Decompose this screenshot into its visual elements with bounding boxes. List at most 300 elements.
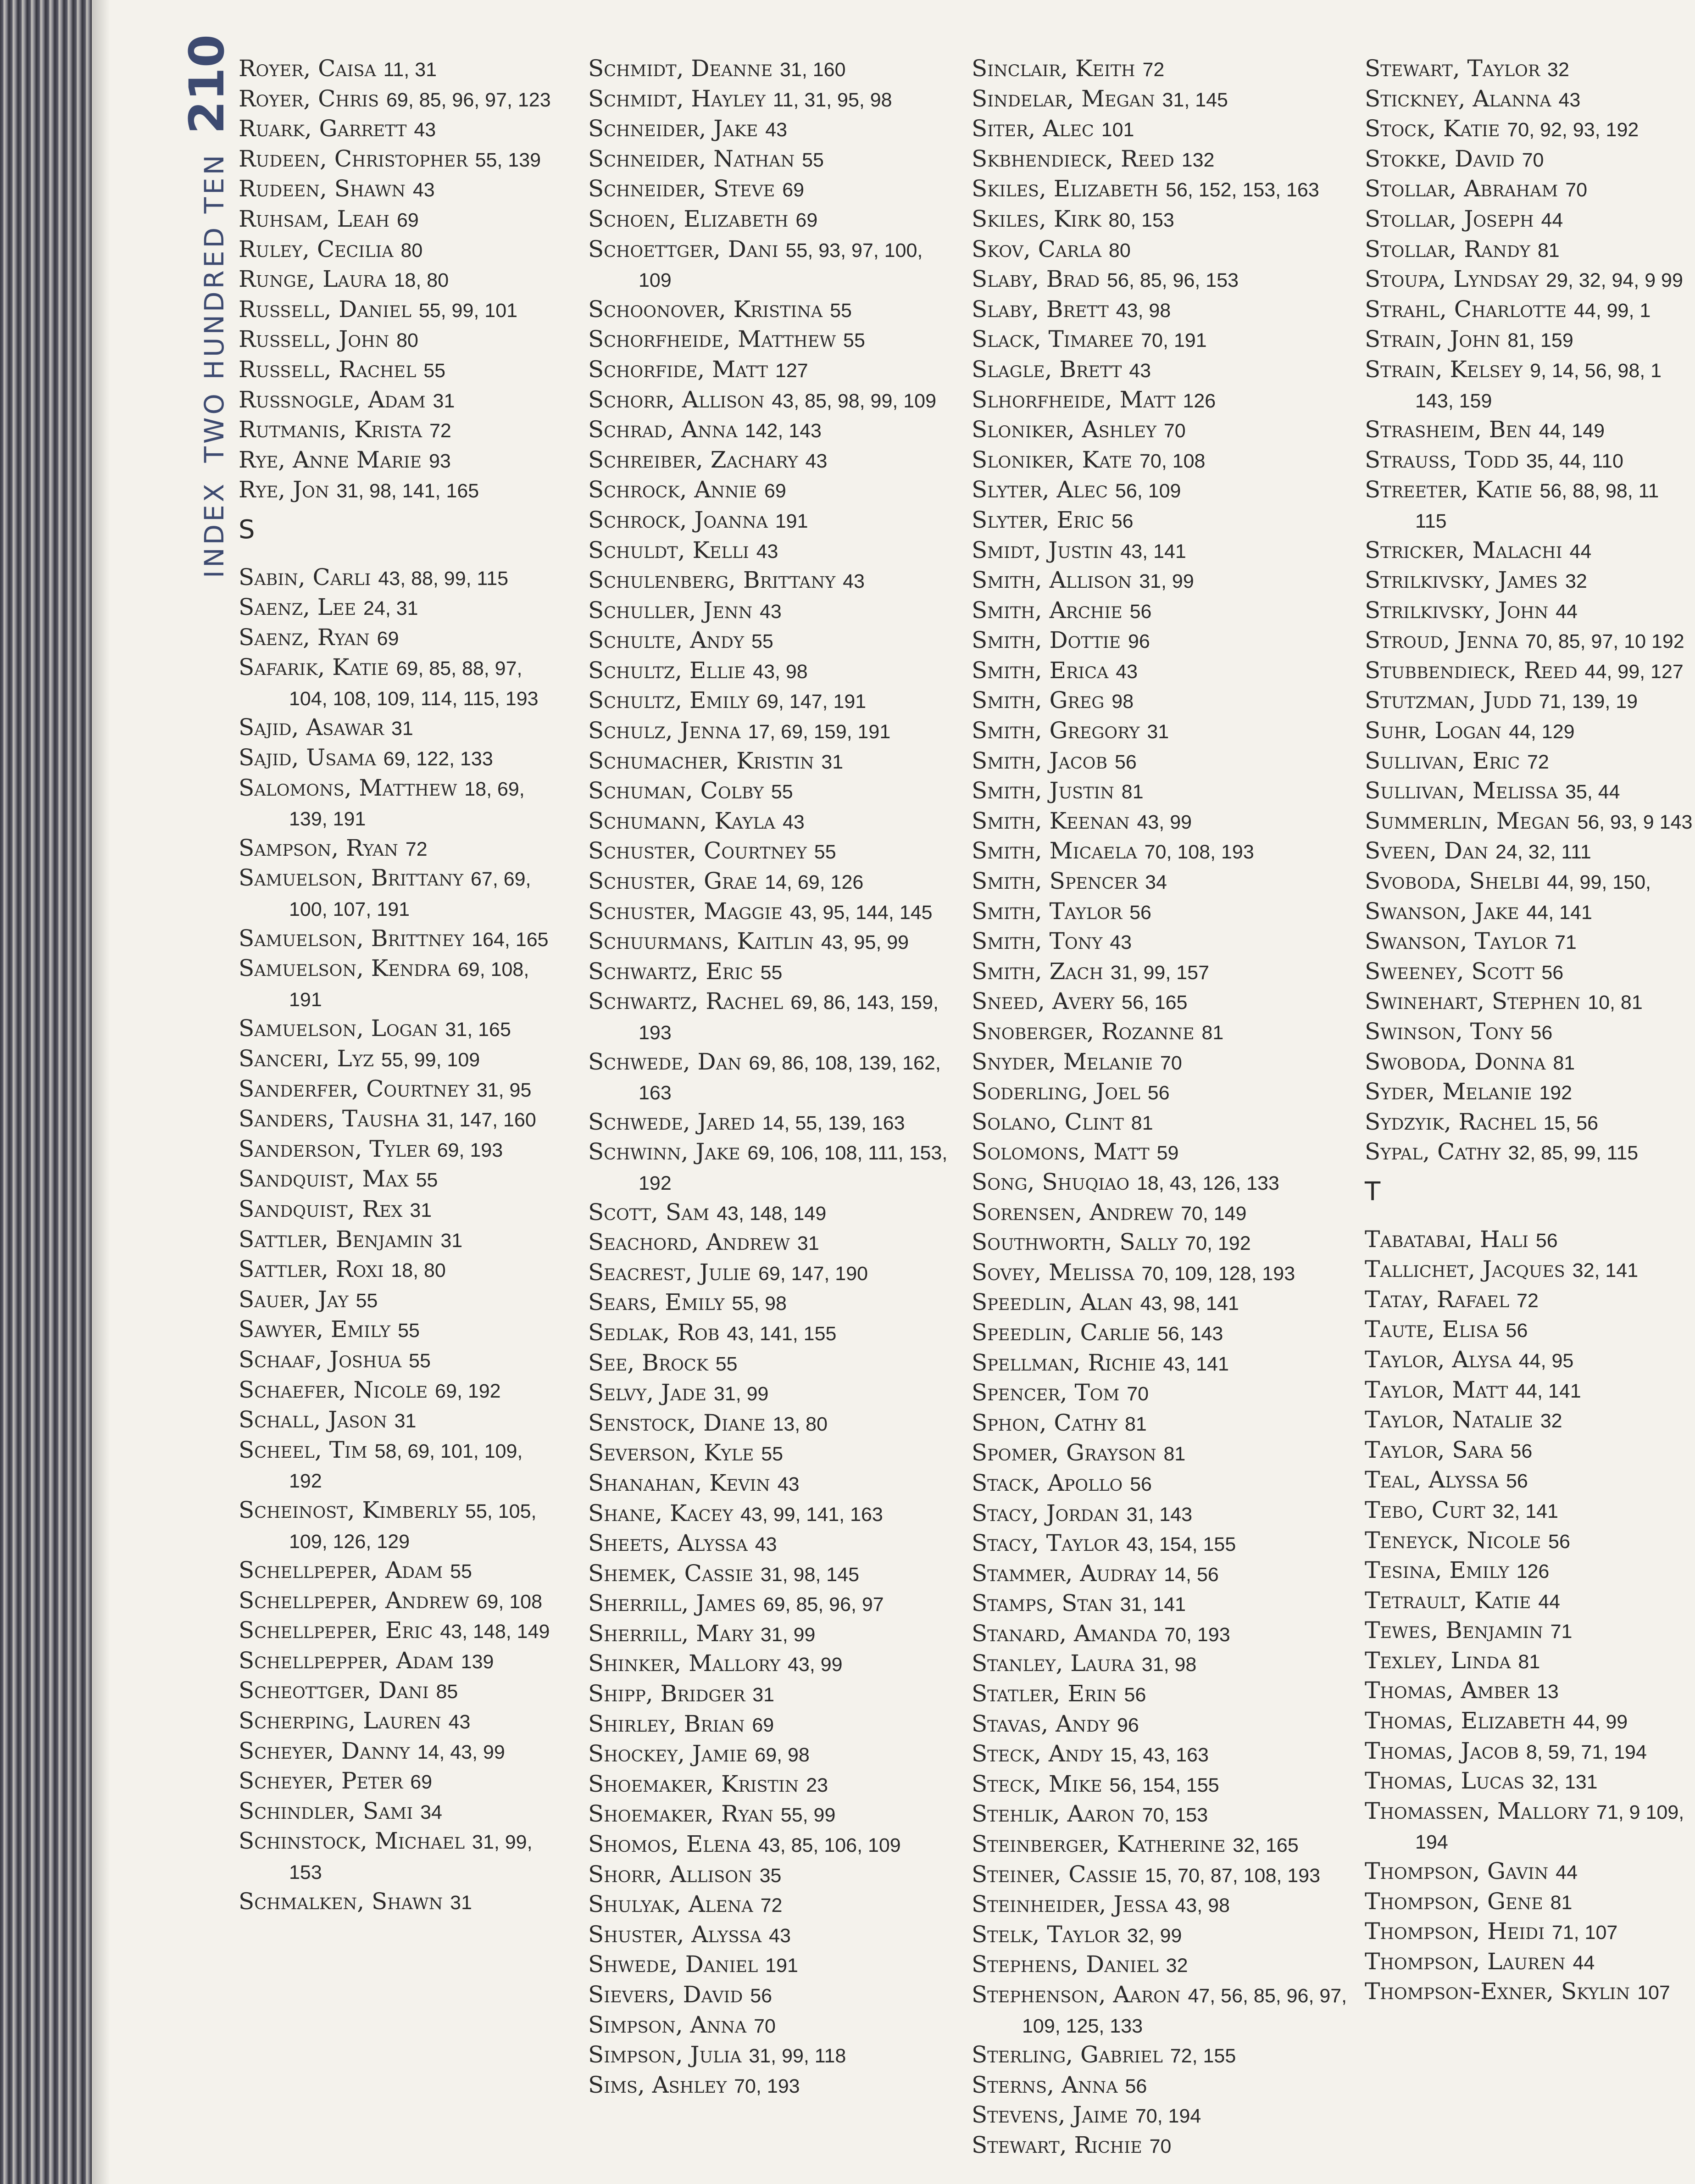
index-entry [1365, 1017, 1695, 1047]
index-entry [588, 84, 950, 115]
entry-name: Sherrill, Mary [588, 1620, 753, 1647]
index-entry [1365, 415, 1695, 446]
entry-name: Sanderson, Tyler [239, 1135, 430, 1162]
index-entry [588, 1830, 950, 1860]
index-entry [1365, 1077, 1695, 1108]
entry-name: Thompson, Gene [1365, 1888, 1543, 1915]
entry-name: Schmalken, Shawn [239, 1888, 443, 1915]
index-entry [239, 265, 560, 295]
entry-name: Sampson, Ryan [239, 834, 398, 861]
letter-heading: T [1365, 1176, 1381, 1207]
index-entry [1365, 656, 1695, 686]
entry-pages: 13, 80 [772, 1413, 828, 1435]
entry-pages: 56 [1111, 510, 1134, 532]
entry-name: Shinker, Mallory [588, 1650, 781, 1677]
entry-pages: 31, 99, 157 [1110, 961, 1209, 984]
index-entry [972, 1077, 1357, 1108]
entry-pages: 43, 148, 149 [440, 1621, 550, 1643]
entry-name: Senstock, Diane [588, 1409, 766, 1436]
index-entry [588, 1108, 950, 1138]
entry-pages: 70, 92, 93, 192 [1507, 119, 1639, 141]
index-entry [588, 415, 950, 446]
entry-pages: 15, 70, 87, 108, 193 [1145, 1864, 1321, 1887]
entry-name: Schmidt, Hayley [588, 85, 766, 112]
entry-name: Stroud, Jenna [1365, 627, 1518, 654]
index-entry [972, 1168, 1357, 1198]
index-entry [1365, 1857, 1695, 1887]
index-entry [1365, 987, 1695, 1017]
entry-pages: 142, 143 [745, 420, 822, 442]
index-entry [239, 325, 560, 355]
index-entry [588, 446, 950, 476]
entry-name: Taylor, Sara [1365, 1436, 1503, 1463]
entry-pages: 69 [752, 1714, 774, 1736]
index-entry [588, 536, 950, 566]
index-column-4 [1365, 54, 1695, 2007]
entry-name: Simpson, Julia [588, 2041, 742, 2068]
entry-pages: 55 [830, 299, 852, 322]
entry-pages: 44, 129 [1509, 721, 1575, 743]
index-entry [972, 1950, 1357, 1980]
entry-name: Schwede, Jared [588, 1108, 755, 1135]
entry-name: Schwartz, Rachel [588, 988, 784, 1015]
index-entry [1365, 1556, 1695, 1586]
entry-name: Tebo, Curt [1365, 1496, 1485, 1523]
entry-name: Schellpepper, Adam [239, 1647, 454, 1674]
index-entry [239, 653, 560, 713]
index-entry [972, 1589, 1357, 1619]
entry-pages: 14, 69, 126 [765, 871, 864, 894]
index-entry [588, 1649, 950, 1679]
entry-name: Sveen, Dan [1365, 837, 1489, 864]
entry-pages: 31, 98, 141, 165 [336, 480, 479, 502]
entry-pages: 69, 98 [755, 1744, 810, 1766]
entry-name: Slagle, Brett [972, 356, 1122, 383]
entry-pages: 29, 32, 94, 9 99 [1546, 269, 1683, 292]
entry-name: Sphon, Cathy [972, 1409, 1118, 1436]
index-entry [972, 205, 1357, 235]
entry-name: Sanderfer, Courtney [239, 1075, 469, 1102]
index-entry [588, 656, 950, 686]
index-entry [1365, 1315, 1695, 1345]
entry-name: Thomas, Jacob [1365, 1737, 1519, 1764]
entry-name: Sedlak, Rob [588, 1319, 720, 1346]
entry-name: Seachord, Andrew [588, 1229, 790, 1256]
entry-pages: 56 [1129, 901, 1151, 924]
entry-pages: 35, 44 [1565, 781, 1620, 803]
entry-name: Schwinn, Jake [588, 1138, 740, 1165]
entry-pages: 192 [1539, 1082, 1573, 1104]
entry-pages: 55, 99, 101 [418, 299, 518, 322]
entry-name: Shulyak, Alena [588, 1891, 753, 1918]
entry-pages: 32 [1547, 59, 1569, 81]
entry-name: Taylor, Alysa [1365, 1346, 1512, 1373]
entry-pages: 35 [759, 1864, 782, 1887]
entry-pages: 58, 69, 101, 109, 192 [289, 1440, 523, 1493]
entry-pages: 70, 108, 193 [1144, 841, 1254, 864]
entry-name: Scheyer, Danny [239, 1737, 410, 1764]
index-entry [972, 1288, 1357, 1318]
entry-name: Strauss, Todd [1365, 446, 1519, 473]
entry-pages: 43, 98, 141 [1140, 1293, 1239, 1315]
index-entry [239, 864, 560, 924]
entry-pages: 69, 85, 96, 97, 123 [386, 89, 551, 111]
entry-pages: 31 [1147, 721, 1169, 743]
entry-pages: 31, 145 [1162, 89, 1228, 111]
entry-name: Schultz, Ellie [588, 657, 746, 684]
index-entry [972, 446, 1357, 476]
entry-name: Samuelson, Brittany [239, 864, 464, 891]
index-entry [972, 415, 1357, 446]
entry-name: Smith, Micaela [972, 837, 1137, 864]
entry-pages: 56 [1147, 1082, 1170, 1104]
entry-name: Taylor, Matt [1365, 1376, 1508, 1403]
index-entry [588, 1739, 950, 1770]
entry-name: Sherrill, James [588, 1590, 756, 1617]
index-entry [588, 2071, 950, 2101]
index-entry [588, 867, 950, 897]
index-entry [588, 1438, 950, 1469]
index-entry [588, 1288, 950, 1318]
entry-pages: 15, 56 [1543, 1112, 1599, 1134]
entry-pages: 81 [1537, 239, 1560, 262]
index-entry [1365, 446, 1695, 476]
entry-name: Teal, Alyssa [1365, 1466, 1499, 1493]
entry-name: Rudeen, Christopher [239, 145, 468, 172]
entry-name: Ruark, Garrett [239, 115, 407, 142]
entry-pages: 43 [759, 600, 782, 623]
entry-pages: 43 [414, 119, 436, 141]
entry-pages: 32, 141 [1572, 1259, 1639, 1282]
entry-name: Schellpeper, Adam [239, 1557, 443, 1584]
entry-name: Siter, Alec [972, 115, 1094, 142]
index-entry [239, 1255, 560, 1285]
entry-pages: 59 [1156, 1142, 1179, 1164]
entry-pages: 70 [1127, 1383, 1149, 1405]
entry-name: Sievers, David [588, 1981, 743, 2008]
entry-name: Solano, Clint [972, 1108, 1124, 1135]
entry-pages: 69, 122, 133 [383, 748, 493, 770]
index-entry [972, 1559, 1357, 1589]
entry-pages: 56 [1506, 1320, 1528, 1342]
index-entry [588, 325, 950, 355]
entry-name: Stock, Katie [1365, 115, 1500, 142]
entry-name: Swanson, Jake [1365, 897, 1519, 925]
entry-name: Schreiber, Zachary [588, 446, 798, 473]
entry-name: Steinberger, Katherine [972, 1831, 1226, 1858]
entry-pages: 55 [398, 1320, 420, 1342]
index-entry [1365, 114, 1695, 145]
index-entry [1365, 1977, 1695, 2007]
index-entry [588, 1348, 950, 1379]
entry-name: Scheel, Tim [239, 1436, 367, 1463]
index-entry [972, 1920, 1357, 1950]
entry-name: Schinstock, Michael [239, 1827, 465, 1855]
entry-pages: 43 [769, 1924, 791, 1947]
index-entry [588, 836, 950, 867]
entry-pages: 43 [756, 540, 778, 563]
entry-pages: 43 [805, 450, 828, 472]
index-entry [588, 1047, 950, 1108]
entry-name: Selvy, Jade [588, 1379, 706, 1406]
index-entry [588, 1980, 950, 2011]
entry-pages: 69, 108 [476, 1590, 542, 1613]
entry-name: Schrad, Anna [588, 416, 738, 443]
entry-name: Smith, Gregory [972, 717, 1140, 744]
entry-name: Strain, Kelsey [1365, 356, 1523, 383]
index-entry [588, 1860, 950, 1890]
index-entry [588, 1318, 950, 1348]
entry-name: Strasheim, Ben [1365, 416, 1532, 443]
entry-pages: 11, 31, 95, 98 [772, 89, 892, 111]
entry-pages: 43, 148, 149 [717, 1202, 827, 1225]
entry-pages: 71 [1550, 1621, 1573, 1643]
index-entry [972, 927, 1357, 957]
entry-name: Thomas, Amber [1365, 1677, 1530, 1704]
index-entry [1365, 1616, 1695, 1646]
entry-name: Russell, Rachel [239, 356, 417, 383]
entry-pages: 191 [775, 510, 808, 532]
entry-pages: 55, 105, 109, 126, 129 [289, 1500, 537, 1553]
index-entry [972, 867, 1357, 897]
index-entry [588, 927, 950, 957]
entry-pages: 93 [429, 450, 451, 472]
entry-name: Shoemaker, Ryan [588, 1800, 773, 1827]
entry-name: Smidt, Justin [972, 536, 1113, 563]
entry-name: Shanahan, Kevin [588, 1469, 770, 1496]
entry-name: Syder, Melanie [1365, 1078, 1532, 1105]
index-entry [239, 1164, 560, 1195]
entry-name: Tallichet, Jacques [1365, 1256, 1565, 1283]
entry-pages: 43, 85, 106, 109 [758, 1834, 901, 1857]
entry-name: Tatay, Rafael [1365, 1286, 1510, 1313]
entry-pages: 10, 81 [1588, 992, 1643, 1014]
entry-name: Shipp, Bridger [588, 1680, 745, 1707]
entry-name: Swinson, Tony [1365, 1018, 1523, 1045]
index-entry [1365, 295, 1695, 325]
index-entry [972, 1860, 1357, 1890]
entry-name: Skiles, Elizabeth [972, 175, 1159, 202]
index-entry [972, 174, 1357, 205]
index-entry [1365, 836, 1695, 867]
index-entry [1365, 897, 1695, 927]
index-column-1 [239, 54, 560, 1917]
entry-pages: 43 [755, 1533, 777, 1556]
index-entry [588, 1409, 950, 1439]
index-entry [972, 1318, 1357, 1348]
entry-name: Swoboda, Donna [1365, 1048, 1546, 1075]
entry-name: Snoberger, Rozanne [972, 1018, 1195, 1045]
index-entry [972, 1198, 1357, 1228]
entry-name: Thomas, Elizabeth [1365, 1707, 1566, 1734]
index-entry [588, 1890, 950, 1920]
entry-pages: 81 [1550, 1891, 1573, 1914]
index-entry [588, 2040, 950, 2071]
entry-pages: 43, 88, 99, 115 [378, 567, 509, 590]
entry-name: Schulenberg, Brittany [588, 567, 836, 594]
index-entry [588, 385, 950, 416]
entry-pages: 69 [782, 179, 805, 201]
entry-pages: 32, 99 [1127, 1924, 1182, 1947]
entry-pages: 81 [1553, 1052, 1575, 1074]
entry-pages: 71, 107 [1551, 1922, 1618, 1944]
entry-name: Sterling, Gabriel [972, 2041, 1163, 2068]
entry-name: Safarik, Katie [239, 654, 389, 681]
entry-name: Smith, Greg [972, 687, 1105, 714]
index-entry [239, 446, 560, 476]
entry-name: Samuelson, Brittney [239, 925, 465, 952]
entry-pages: 70 [1149, 2135, 1172, 2157]
entry-name: Slyter, Alec [972, 476, 1108, 503]
entry-name: Schwartz, Eric [588, 958, 753, 985]
index-entry [1365, 265, 1695, 295]
index-entry [1365, 566, 1695, 596]
entry-pages: 32 [1166, 1955, 1188, 1977]
entry-pages: 70, 193 [734, 2075, 800, 2097]
entry-pages: 43 [777, 1473, 800, 1495]
entry-pages: 55, 139 [475, 149, 541, 171]
index-entry [239, 84, 560, 115]
index-entry [1365, 325, 1695, 355]
entry-pages: 43, 98 [1175, 1894, 1230, 1917]
index-entry [588, 174, 950, 205]
entry-name: Song, Shuqiao [972, 1168, 1130, 1195]
index-entry [1365, 145, 1695, 175]
entry-name: Schwede, Dan [588, 1048, 742, 1075]
entry-name: Shwede, Daniel [588, 1951, 758, 1978]
entry-pages: 70, 109, 128, 193 [1141, 1262, 1295, 1285]
entry-pages: 126 [1183, 390, 1216, 412]
page-header [179, 34, 235, 578]
index-entry [588, 626, 950, 656]
entry-name: Sterns, Anna [972, 2071, 1118, 2098]
index-entry [239, 415, 560, 446]
index-entry [1365, 1496, 1695, 1526]
entry-name: Schumacher, Kristin [588, 747, 814, 774]
index-entry [588, 295, 950, 325]
entry-name: Schulte, Andy [588, 627, 745, 654]
index-entry [972, 235, 1357, 265]
index-entry [588, 2011, 950, 2041]
entry-pages: 71, 139, 19 [1539, 691, 1638, 713]
entry-name: See, Brock [588, 1349, 708, 1376]
index-entry [972, 1739, 1357, 1770]
entry-name: Speedlin, Carlie [972, 1319, 1150, 1346]
index-entry [972, 626, 1357, 656]
entry-pages: 43, 99 [788, 1654, 843, 1676]
entry-name: Smith, Keenan [972, 807, 1130, 834]
entry-name: Schneider, Jake [588, 115, 758, 142]
entry-pages: 81 [1201, 1022, 1224, 1044]
entry-name: Rutmanis, Krista [239, 416, 422, 443]
entry-name: Strain, John [1365, 326, 1500, 353]
entry-pages: 56, 165 [1122, 992, 1188, 1014]
index-entry [972, 1137, 1357, 1168]
entry-pages: 32 [1540, 1410, 1562, 1432]
entry-pages: 31, 99 [713, 1383, 769, 1405]
entry-pages: 70, 149 [1181, 1202, 1247, 1225]
index-entry [972, 114, 1357, 145]
index-entry [239, 1766, 560, 1797]
entry-pages: 69 [764, 480, 786, 502]
entry-pages: 69, 85, 88, 97, 104, 108, 109, 114, 115, 193 [289, 657, 539, 710]
index-entry [972, 566, 1357, 596]
entry-name: Sajid, Usama [239, 744, 376, 771]
index-entry [972, 807, 1357, 837]
index-entry [588, 1920, 950, 1950]
entry-pages: 43, 141, 155 [727, 1322, 837, 1345]
entry-pages: 44 [1556, 1861, 1578, 1884]
entry-name: Tewes, Benjamin [1365, 1617, 1543, 1644]
entry-pages: 55, 98 [732, 1293, 787, 1315]
index-entry [588, 1258, 950, 1288]
index-entry [588, 957, 950, 987]
index-entry [239, 1315, 560, 1345]
index-entry [972, 536, 1357, 566]
entry-name: Svoboda, Shelbi [1365, 868, 1539, 895]
entry-name: Simpson, Anna [588, 2011, 747, 2038]
index-entry [972, 84, 1357, 115]
entry-pages: 70 [1163, 420, 1186, 442]
index-entry [588, 596, 950, 626]
entry-name: Spomer, Grayson [972, 1439, 1156, 1466]
index-entry [972, 295, 1357, 325]
entry-name: Suhr, Logan [1365, 717, 1502, 744]
entry-name: Sindelar, Megan [972, 85, 1155, 112]
index-entry [588, 355, 950, 385]
entry-name: Sears, Emily [588, 1289, 725, 1316]
entry-pages: 70 [1160, 1052, 1182, 1074]
index-entry [972, 686, 1357, 716]
entry-name: Sims, Ashley [588, 2071, 727, 2098]
entry-pages: 81 [1163, 1443, 1186, 1465]
entry-name: Stutzman, Judd [1365, 687, 1532, 714]
entry-pages: 56 [1548, 1530, 1570, 1553]
entry-pages: 56 [1510, 1440, 1533, 1462]
entry-name: Swanson, Taylor [1365, 928, 1548, 955]
entry-pages: 34 [420, 1801, 442, 1823]
index-entry [1365, 536, 1695, 566]
entry-pages: 31, 99, 118 [749, 2045, 846, 2067]
entry-name: Schorfide, Matt [588, 356, 768, 383]
index-entry [972, 1679, 1357, 1710]
entry-name: Slaby, Brad [972, 266, 1100, 293]
entry-name: Stokke, David [1365, 145, 1515, 172]
entry-name: Stelk, Taylor [972, 1921, 1120, 1948]
entry-pages: 31 [394, 1410, 417, 1432]
index-entry [239, 1345, 560, 1376]
entry-pages: 55 [409, 1349, 431, 1372]
entry-pages: 44 [1569, 540, 1592, 563]
entry-pages: 85 [436, 1681, 458, 1703]
entry-pages: 56, 85, 96, 153 [1107, 269, 1239, 292]
entry-pages: 55 [356, 1289, 378, 1312]
entry-pages: 43, 95, 144, 145 [789, 901, 933, 924]
entry-name: Speedlin, Alan [972, 1289, 1133, 1316]
entry-name: Thompson, Heidi [1365, 1918, 1545, 1945]
entry-name: Stanley, Laura [972, 1650, 1134, 1677]
entry-name: Shockey, Jamie [588, 1740, 748, 1767]
entry-pages: 139 [461, 1650, 494, 1673]
entry-name: Royer, Chris [239, 85, 379, 112]
entry-pages: 69 [795, 209, 818, 231]
index-entry [588, 1559, 950, 1589]
index-entry [1365, 205, 1695, 235]
index-entry [972, 1348, 1357, 1379]
entry-name: Stehlik, Aaron [972, 1800, 1135, 1827]
entry-name: Rudeen, Shawn [239, 175, 406, 202]
entry-name: Schuller, Jenn [588, 596, 753, 624]
